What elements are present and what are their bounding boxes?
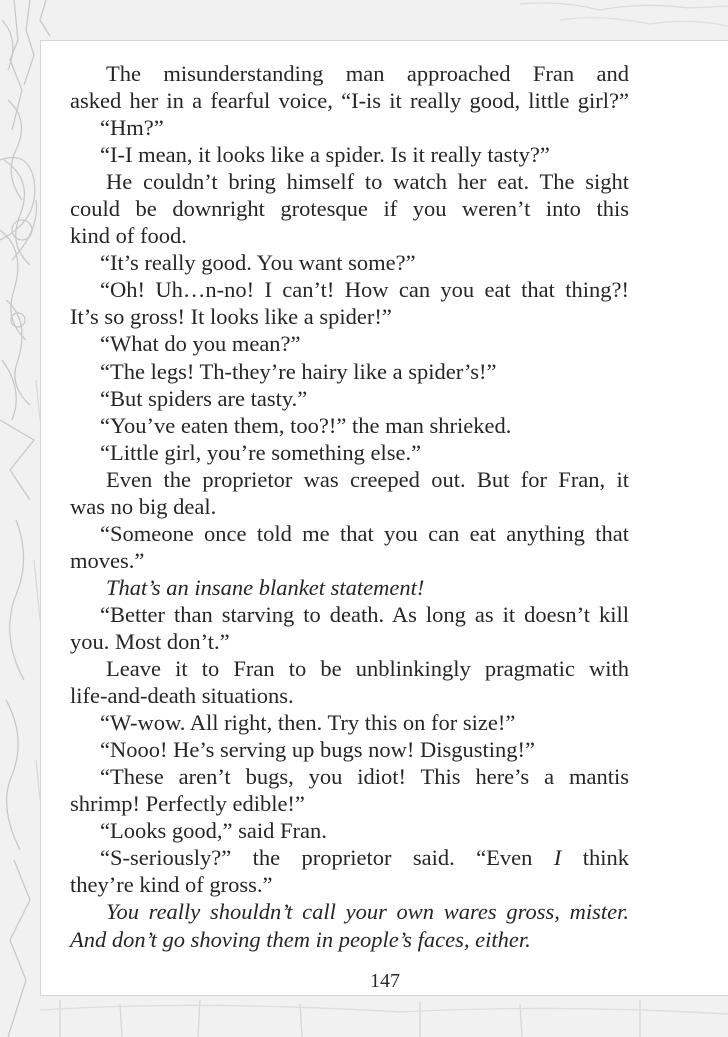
text-line-33-italic: And don’t go shoving them in people’s faces, either. xyxy=(70,926,531,952)
text-line-17: was no big deal. xyxy=(70,493,217,519)
text-line-22: you. Most don’t.” xyxy=(70,628,230,654)
text-line-16: Even the proprietor was creeped out. But for Fran, it xyxy=(106,466,629,492)
text-line-13: “But spiders are tasty.” xyxy=(100,385,308,411)
text-line-6: could be downright grotesque if you weren’t into this xyxy=(70,196,629,222)
text-line-3: “Hm?” xyxy=(100,115,164,141)
body-text xyxy=(70,60,629,953)
text-line-29: “Looks good,” said Fran. xyxy=(100,818,327,844)
text-line-10: It’s so gross! It looks like a spider!” xyxy=(70,304,392,330)
text-line-14: “You’ve eaten them, too?!” the man shrieked. xyxy=(100,412,512,438)
text-line-9: “Oh! Uh…n-no! I can’t! How can you eat that thing?! xyxy=(100,277,629,303)
text-line-11: “What do you mean?” xyxy=(100,331,301,357)
text-line-7: kind of food. xyxy=(70,223,187,249)
text-line-18: “Someone once told me that you can eat anything that xyxy=(100,520,629,546)
text-line-26: “Nooo! He’s serving up bugs now! Disgusting!” xyxy=(100,737,535,763)
text-line-8: “It’s really good. You want some?” xyxy=(100,250,416,276)
text-line-27: “These aren’t bugs, you idiot! This here’s a mantis xyxy=(100,764,629,790)
text-line-31: they’re kind of gross.” xyxy=(70,872,273,898)
text-line-25: “W-wow. All right, then. Try this on for size!” xyxy=(100,710,516,736)
text-line-4: “I-I mean, it looks like a spider. Is it really tasty?” xyxy=(100,142,550,168)
text-line-21: “Better than starving to death. As long as it doesn’t kill xyxy=(100,601,629,627)
text-line-20-italic: That’s an insane blanket statement! xyxy=(106,574,425,600)
text-line-30-italic-word: I xyxy=(553,845,562,871)
text-line-30 xyxy=(70,844,629,871)
text-line-24: life-and-death situations. xyxy=(70,683,294,709)
text-line-2: asked her in a fearful voice, “I-is it really good, little girl?” xyxy=(70,88,629,114)
text-line-30-start: “S-seriously?” the proprietor said. “Even xyxy=(100,845,554,871)
text-line-23: Leave it to Fran to be unblinkingly pragmatic with xyxy=(106,656,629,682)
text-line-30-end: think xyxy=(561,845,629,871)
text-line-15: “Little girl, you’re something else.” xyxy=(100,439,422,465)
text-line-5: He couldn’t bring himself to watch her eat. The sight xyxy=(106,169,629,195)
text-line-19: moves.” xyxy=(70,547,145,573)
text-line-32-italic: You really shouldn’t call your own wares gross, mister. xyxy=(106,899,629,925)
page-number: 147 xyxy=(370,970,400,992)
text-line-12: “The legs! Th-they’re hairy like a spider’s!” xyxy=(100,358,497,384)
text-line-28: shrimp! Perfectly edible!” xyxy=(70,791,305,817)
text-line-1: The misunderstanding man approached Fran and xyxy=(106,61,629,86)
